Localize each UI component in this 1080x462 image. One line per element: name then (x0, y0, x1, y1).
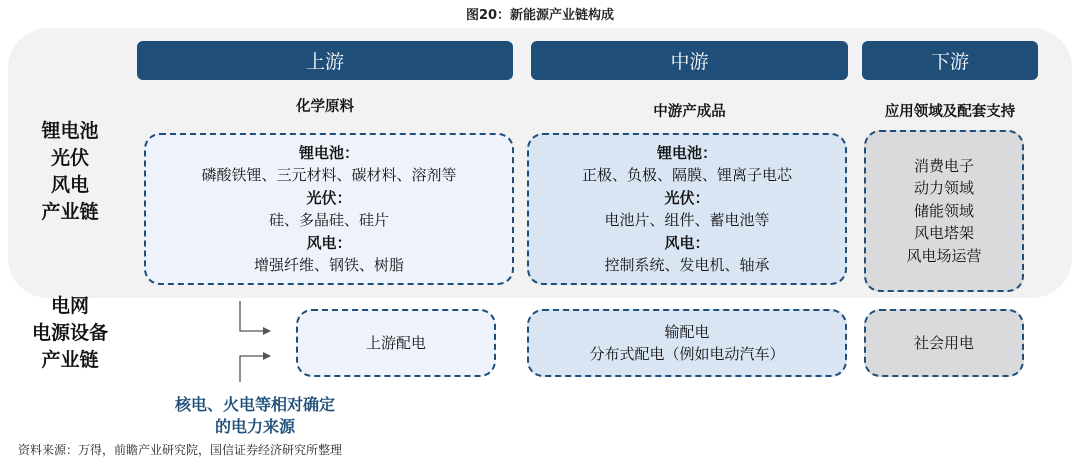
subheader-upstream: 化学原料 (296, 99, 354, 115)
note-line: 核电、火电等相对确定 (174, 395, 335, 414)
lithium-heading: 锂电池： (656, 143, 717, 162)
label-line: 电源设备 (31, 322, 108, 344)
lithium-heading: 锂电池： (298, 143, 359, 162)
note-line: 的电力来源 (214, 417, 295, 436)
wind-items: 控制系统、发电机、轴承 (604, 256, 770, 274)
lithium-items: 磷酸铁锂、三元材料、碳材料、溶剂等 (201, 166, 457, 184)
label-line: 电网 (50, 295, 89, 317)
pv-items: 硅、多晶硅、硅片 (268, 211, 389, 229)
application-item: 风电塔架 (913, 224, 974, 243)
lithium-items: 正极、负极、隔膜、锂离子电芯 (581, 166, 792, 184)
label-line: 锂电池 (41, 120, 99, 142)
application-item: 风电场运营 (906, 246, 982, 265)
pv-items: 电池片、组件、蓄电池等 (604, 211, 770, 229)
header-upstream: 上游 (137, 41, 513, 80)
header-downstream: 下游 (862, 41, 1038, 80)
application-item: 储能领域 (913, 201, 974, 220)
header-midstream: 中游 (531, 41, 848, 80)
wind-heading: 风电： (306, 233, 352, 252)
label-line: 产业链 (41, 201, 99, 223)
label-line: 产业链 (41, 349, 99, 371)
figure-title: 图20：新能源产业链构成 (465, 8, 615, 23)
power-source-note (140, 394, 370, 438)
label-line: 光伏 (50, 147, 89, 169)
pv-heading: 光伏： (664, 188, 710, 207)
arrow-from-chain (240, 301, 270, 331)
label-line: 风电 (50, 174, 89, 196)
social-power-text: 社会用电 (913, 333, 974, 352)
source-note: 资料来源：万得，前瞻产业研究院，国信证券经济研究所整理 (18, 443, 343, 457)
subheader-midstream: 中游产成品 (653, 104, 726, 120)
distributed-text: 分布式配电（例如电动汽车） (589, 345, 785, 363)
arrow-from-note (240, 356, 270, 382)
wind-heading: 风电： (664, 233, 710, 252)
transmission-text: 输配电 (664, 322, 710, 341)
pv-heading: 光伏： (306, 188, 352, 207)
application-item: 消费电子 (913, 156, 974, 175)
application-item: 动力领域 (913, 179, 974, 198)
wind-items: 增强纤维、钢铁、树脂 (253, 256, 404, 274)
subheader-downstream: 应用领域及配套支持 (884, 104, 1016, 120)
upstream-distribution-text: 上游配电 (365, 333, 426, 352)
